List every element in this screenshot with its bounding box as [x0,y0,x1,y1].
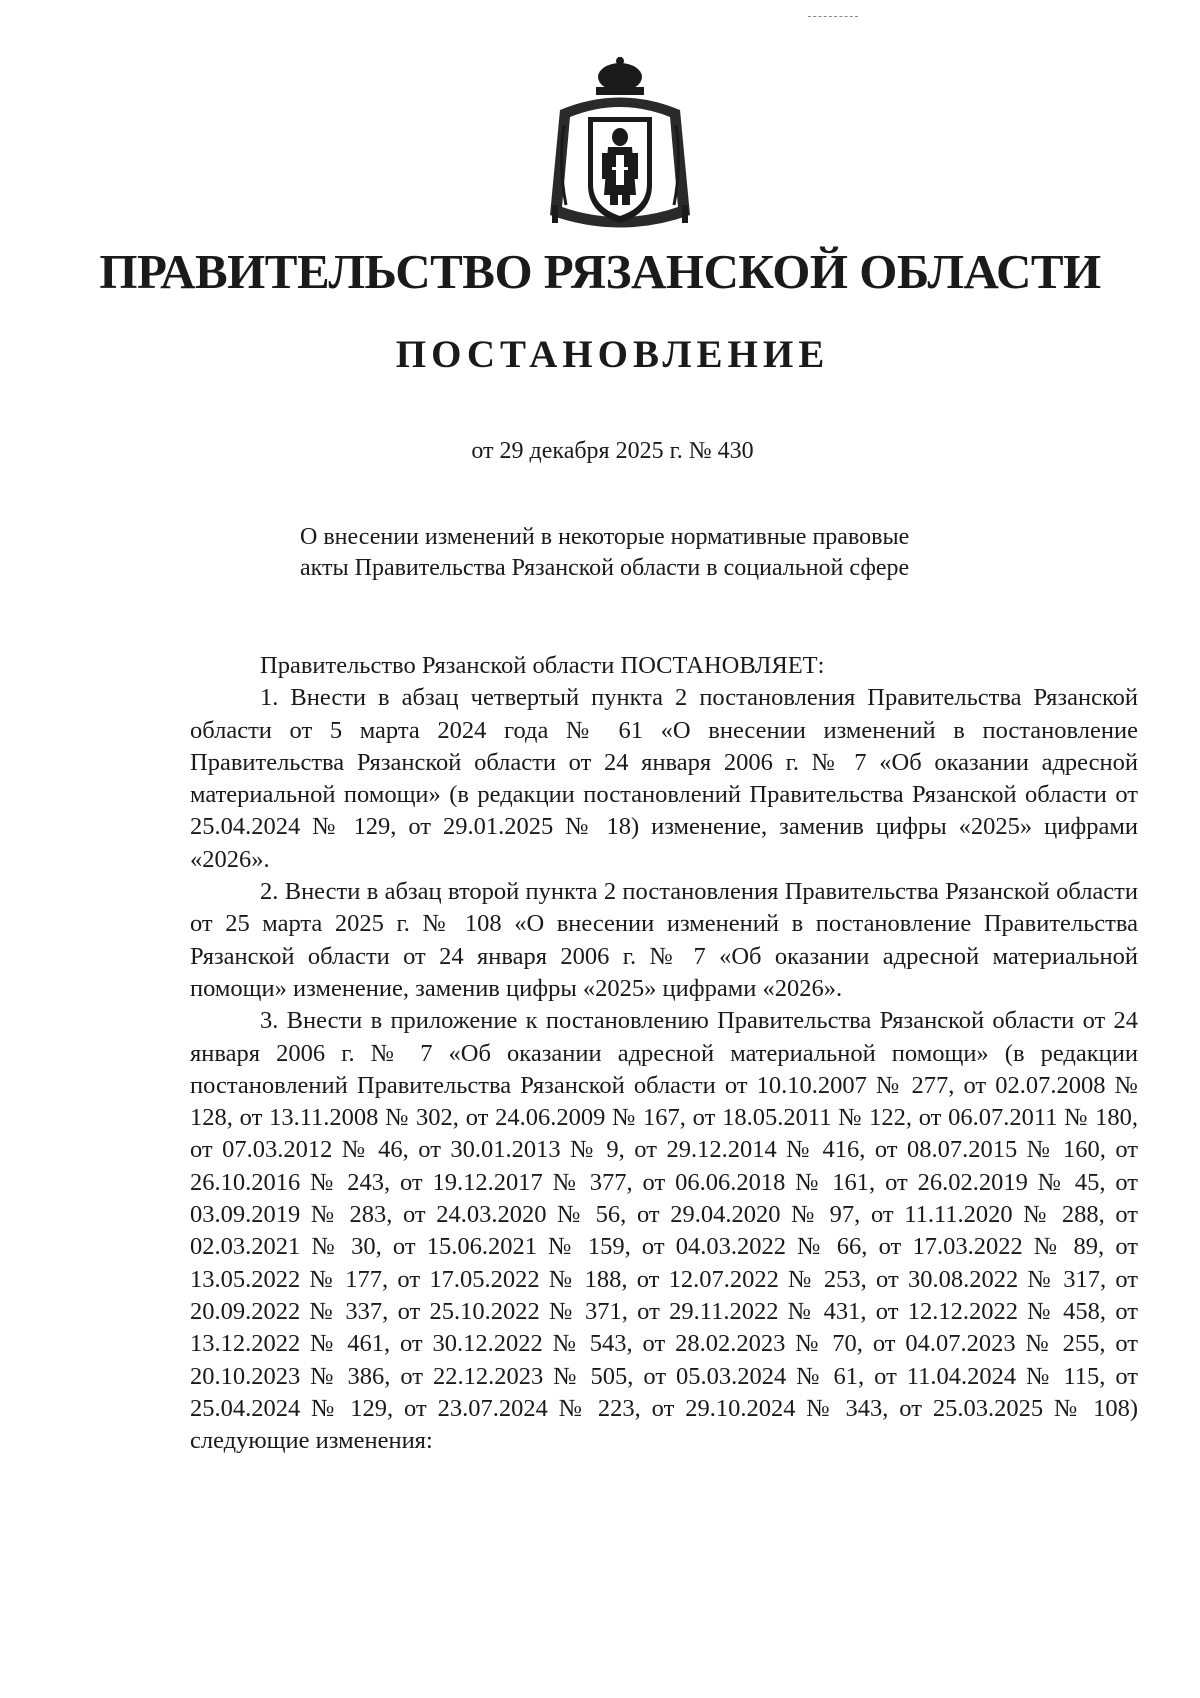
coat-of-arms-icon [530,55,710,240]
preamble: Правительство Рязанской области ПОСТАНОВЛЯЕТ: [260,652,825,679]
document-date-number: от 29 декабря 2025 г. № 430 [471,438,754,464]
subject-line: О внесении изменений в некоторые нормативные правовые [300,524,910,550]
government-title: ПРАВИТЕЛЬСТВО РЯЗАНСКОЙ ОБЛАСТИ [99,244,1101,299]
scan-artifact [808,16,858,19]
document-type: ПОСТАНОВЛЕНИЕ [395,333,830,376]
document-body [190,650,1138,1457]
subject-line: акты Правительства Рязанской области в социальной сфере [300,555,910,581]
body-item-1: 1. Внести в абзац четвертый пункта 2 постановления Правительства Рязанской области от 5 марта 2024 года № 61 «О внесении изменений в постановление Правительства Рязанской области от 24 января 2006 г. № 7 «Об оказании адресной материальной помощи» (в редакции постановлений Правительства Рязанской области от 25.04.2024 № 129, от 29.01.2025 № 18) изменение, заменив цифры «2025» цифрами «2026». [190,684,1138,873]
body-item-3: 3. Внести в приложение к постановлению Правительства Рязанской области от 24 января 2006 г. № 7 «Об оказании адресной материальной помощи» (в редакции постановлений Правительства Рязанской области от 10.10.2007 № 277, от 02.07.2008 № 128, от 13.11.2008 № 302, от 24.06.2009 № 167, от 18.05.2011 № 122, от 06.07.2011 № 180, от 07.03.2012 № 46, от 30.01.2013 № 9, от 29.12.2014 № 416, от 08.07.2015 № 160, от 26.10.2016 № 243, от 19.12.2017 № 377, от 06.06.2018 № 161, от 26.02.2019 № 45, от 03.09.2019 № 283, от 24.03.2020 № 56, от 29.04.2020 № 97, от 11.11.2020 № 288, от 02.03.2021 № 30, от 15.06.2021 № 159, от 04.03.2022 № 66, от 17.03.2022 № 89, от 13.05.2022 № 177, от 17.05.2022 № 188, от 12.07.2022 № 253, от 30.08.2022 № 317, от 20.09.2022 № 337, от 25.10.2022 № 371, от 29.11.2022 № 431, от 12.12.2022 № 458, от 13.12.2022 № 461, от 30.12.2022 № 543, от 28.02.2023 № 70, от 04.07.2023 № 255, от 20.10.2023 № 386, от 22.12.2023 № 505, от 05.03.2024 № 61, от 11.04.2024 № 115, от 25.04.2024 № 129, от 23.07.2024 № 223, от 29.10.2024 № 343, от 25.03.2025 № 108) следующие изменения: [190,1007,1138,1455]
body-item-2: 2. Внести в абзац второй пункта 2 постановления Правительства Рязанской области от 25 марта 2025 г. № 108 «О внесении изменений в постановление Правительства Рязанской области от 24 января 2006 г. № 7 «Об оказании адресной материальной помощи» изменение, заменив цифры «2025» цифрами «2026». [190,878,1138,1002]
document-subject [300,522,1060,584]
